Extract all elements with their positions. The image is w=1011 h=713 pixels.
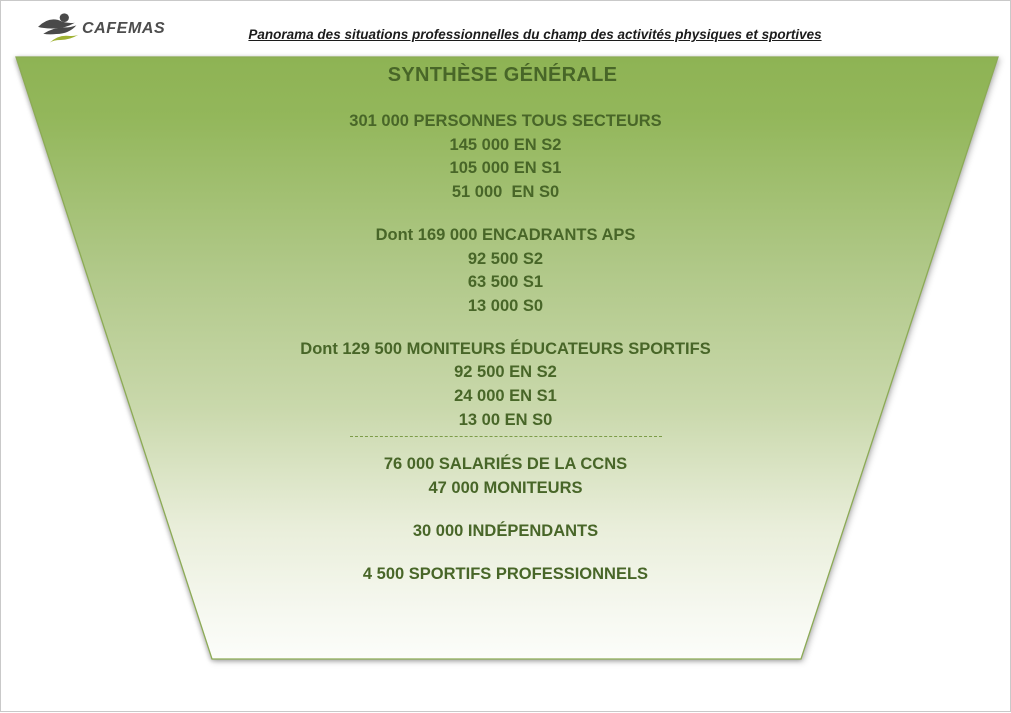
stat-line: Dont 129 500 MONITEURS ÉDUCATEURS SPORTIFS [300, 339, 711, 358]
stat-section [1, 338, 1010, 433]
stat-line: 105 000 EN S1 [449, 159, 562, 178]
stat-line: 13 000 S0 [467, 296, 544, 315]
stat-line: Dont 169 000 ENCADRANTS APS [375, 225, 636, 244]
stat-section [1, 453, 1010, 500]
stat-line: 51 000 EN S0 [451, 183, 560, 202]
stat-line: 63 500 S1 [467, 273, 544, 292]
stat-section [1, 110, 1010, 205]
stat-section [1, 224, 1010, 319]
stat-line: 145 000 EN S2 [449, 135, 562, 154]
stat-section [1, 520, 1010, 544]
stat-line: 13 00 EN S0 [458, 410, 553, 429]
stat-section [1, 563, 1010, 587]
stat-line: 30 000 INDÉPENDANTS [412, 521, 599, 540]
stat-line: 24 000 EN S1 [454, 387, 557, 406]
logo-wordmark: CAFEMAS [82, 20, 166, 37]
document-title: Panorama des situations professionnelles du champ des activités physiques et sportives [248, 27, 822, 42]
stat-line: 47 000 MONITEURS [428, 479, 583, 498]
funnel-statistics [1, 110, 1010, 586]
stat-line: 4 500 SPORTIFS PROFESSIONNELS [362, 564, 649, 583]
stat-line: 92 500 S2 [467, 249, 544, 268]
funnel-heading: SYNTHÈSE GÉNÉRALE [387, 64, 618, 86]
dashed-divider [350, 436, 662, 437]
stat-line: 76 000 SALARIÉS DE LA CCNS [383, 455, 628, 474]
stat-line: 92 500 EN S2 [454, 363, 557, 382]
stat-line: 301 000 PERSONNES TOUS SECTEURS [349, 112, 662, 130]
